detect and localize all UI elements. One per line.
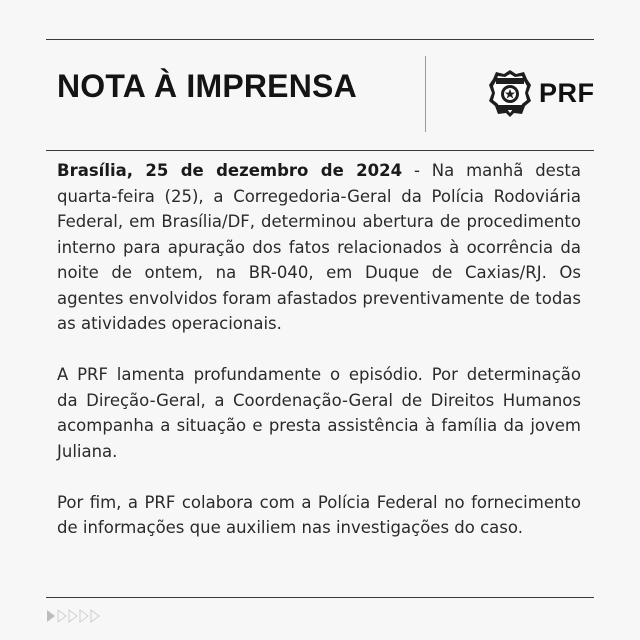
paragraph-1 [57,158,581,337]
prf-brand-label: PRF [539,78,595,108]
press-note-body [57,158,581,566]
pagination-arrows-icon [46,609,100,623]
page-title: NOTA À IMPRENSA [57,68,357,104]
top-rule [46,39,594,40]
paragraph-1-text: - Na manhã desta quarta-feira (25), a Corregedoria-Geral da Polícia Rodoviária Federal, em Brasília/DF, determinou abertura de procedimento interno para apuração dos fatos relacionados à ocorrência da noite de ontem, na BR-040, em Duque de Caxias/RJ. Os agentes envolvidos foram afastados preventivamente de todas as atividades operacionais. [57,161,581,333]
bottom-rule [46,597,594,598]
paragraph-3: Por fim, a PRF colabora com a Polícia Federal no fornecimento de informações que auxiliem nas investigações do caso. [57,492,581,537]
header-bottom-rule [46,150,594,151]
paragraph-2: A PRF lamenta profundamente o episódio. Por determinação da Direção-Geral, a Coordenação-Geral de Direitos Humanos acompanha a situação e presta assistência à família da jovem Juliana. [57,365,581,461]
police-badge-icon [487,68,533,118]
paragraph-1-lead: Brasília, 25 de dezembro de 2024 [57,161,403,180]
header-divider [425,56,426,132]
